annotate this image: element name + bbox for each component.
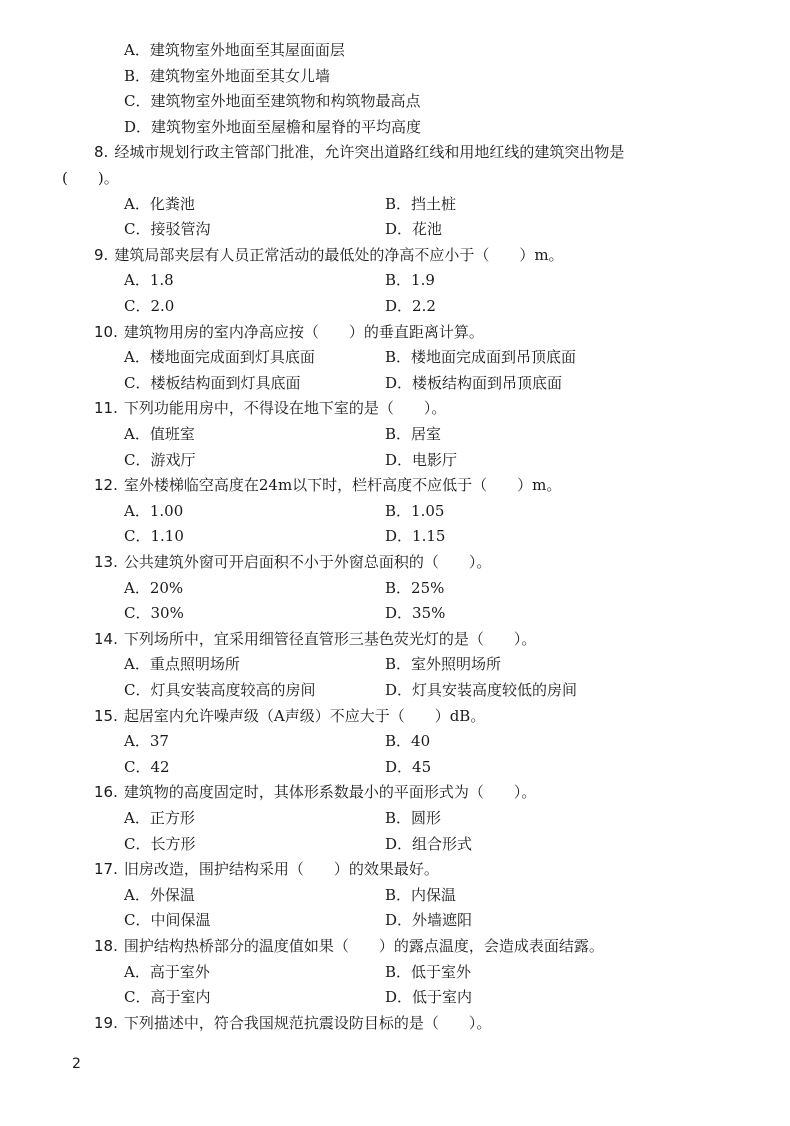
- option-text: C．长方形: [124, 834, 196, 853]
- question-line: [0, 934, 790, 959]
- question-number: 16.: [94, 783, 118, 802]
- question-text: 建筑物的高度固定时，其体形系数最小的平面形式为（ ）。: [123, 783, 537, 802]
- question-line: [0, 780, 790, 805]
- option-text: D．2.2: [385, 297, 436, 315]
- option-text: A．化粪池: [124, 194, 195, 213]
- option-text: B．40: [385, 732, 431, 751]
- question-text: 建筑物用房的室内净高应按（ ）的垂直距离计算。: [123, 322, 484, 341]
- option-text: B．居室: [385, 425, 442, 443]
- options-row: [0, 371, 790, 396]
- option-text: D．45: [385, 757, 432, 776]
- question-text: 建筑局部夹层有人员正常活动的最低处的净高不应小于（ ）m。: [114, 245, 564, 264]
- question-text: 下列功能用房中，不得设在地下室的是（ ）。: [123, 399, 447, 418]
- options-row: [0, 524, 790, 549]
- question-continuation-line: [0, 166, 790, 191]
- question: [94, 704, 485, 729]
- options-row: [0, 729, 790, 754]
- option-text: B．1.05: [385, 501, 445, 520]
- question-number: 15.: [94, 706, 118, 725]
- option-text: A．外保温: [124, 885, 195, 904]
- question: [94, 857, 439, 882]
- option-text: A．重点照明场所: [124, 655, 240, 674]
- option-text: B．挡土桩: [385, 194, 457, 213]
- options-row: [0, 38, 790, 63]
- options-row: [0, 755, 790, 780]
- question-line: [0, 857, 790, 882]
- options-row: [0, 832, 790, 857]
- option-text: D．35%: [385, 604, 446, 623]
- options-row: [0, 985, 790, 1010]
- option-text: D．低于室内: [385, 988, 473, 1007]
- option-text: B．1.9: [385, 271, 435, 290]
- option-text: B．圆形: [385, 809, 442, 827]
- question-number: 19.: [94, 1013, 118, 1032]
- option-text: D．电影厅: [385, 450, 458, 469]
- option-text: C．1.10: [124, 527, 184, 546]
- options-row: [0, 499, 790, 524]
- options-row: [0, 883, 790, 908]
- question-line: [0, 396, 790, 421]
- question: [94, 396, 446, 421]
- options-row: [0, 652, 790, 677]
- question-line: [0, 1011, 790, 1036]
- option-text: A．37: [124, 732, 169, 751]
- options-row: [0, 448, 790, 473]
- question: [94, 140, 624, 165]
- question-line: [0, 473, 790, 498]
- options-row: [0, 192, 790, 217]
- options-row: [0, 806, 790, 831]
- option-text: C．中间保温: [124, 911, 211, 930]
- option-text: A．正方形: [124, 809, 195, 827]
- question: [94, 934, 604, 959]
- question: [94, 550, 491, 575]
- option-text: C．接驳管沟: [124, 220, 211, 239]
- option-text: B．25%: [385, 578, 445, 597]
- options-row: [0, 601, 790, 626]
- option-text: D．花池: [385, 220, 443, 239]
- question-continuation: ( )。: [62, 169, 119, 187]
- question: [94, 473, 561, 498]
- option-text: A．楼地面完成面到灯具底面: [124, 348, 315, 367]
- option-text: C．2.0: [124, 297, 175, 315]
- option-text: C．楼板结构面到灯具底面: [124, 373, 301, 392]
- question-text: 旧房改造，围护结构采用（ ）的效果最好。: [123, 860, 439, 879]
- option-text: A．高于室外: [124, 962, 210, 981]
- option-text: B．建筑物室外地面至其女儿墙: [124, 66, 331, 85]
- question-line: [0, 550, 790, 575]
- options-row: [0, 64, 790, 89]
- option-text: B．内保温: [385, 885, 457, 904]
- option-text: A．建筑物室外地面至其屋面面层: [124, 41, 345, 59]
- option-text: D．组合形式: [385, 834, 473, 853]
- option-text: C．30%: [124, 604, 184, 623]
- question: [94, 780, 536, 805]
- options-row: [0, 294, 790, 319]
- question-number: 14.: [94, 629, 118, 648]
- options-row: [0, 678, 790, 703]
- option-text: A．1.8: [124, 271, 174, 290]
- options-row: [0, 89, 790, 114]
- question-number: 13.: [94, 553, 118, 571]
- question-number: 10.: [94, 322, 118, 341]
- question-line: [0, 243, 790, 268]
- question-line: [0, 627, 790, 652]
- option-text: D．外墙遮阳: [385, 911, 473, 930]
- option-text: C．高于室内: [124, 988, 211, 1007]
- option-text: D．建筑物室外地面至屋檐和屋脊的平均高度: [124, 117, 422, 136]
- question: [94, 1011, 491, 1036]
- options-row: [0, 115, 790, 140]
- question-text: 下列场所中，宜采用细管径直管形三基色荧光灯的是（ ）。: [123, 629, 537, 648]
- options-row: [0, 576, 790, 601]
- option-text: B．室外照明场所: [385, 655, 502, 674]
- option-text: B．低于室外: [385, 962, 472, 981]
- options-row: [0, 960, 790, 985]
- option-text: C．建筑物室外地面至建筑物和构筑物最高点: [124, 92, 421, 111]
- question-line: [0, 320, 790, 345]
- question: [94, 243, 564, 268]
- options-row: [0, 217, 790, 242]
- option-text: D．灯具安装高度较低的房间: [385, 681, 578, 699]
- question-text: 经城市规划行政主管部门批准，允许突出道路红线和用地红线的建筑突出物是: [114, 143, 625, 162]
- question-number: 17.: [94, 860, 118, 879]
- question-text: 室外楼梯临空高度在24m以下时，栏杆高度不应低于（ ）m。: [123, 476, 562, 495]
- question-text: 下列描述中，符合我国规范抗震设防目标的是（ ）。: [123, 1013, 492, 1032]
- question: [94, 627, 536, 652]
- option-text: C．42: [124, 757, 170, 776]
- option-text: D．1.15: [385, 527, 446, 546]
- question: [94, 320, 484, 345]
- option-text: A．1.00: [124, 501, 184, 520]
- question-text: 围护结构热桥部分的温度值如果（ ）的露点温度，会造成表面结露。: [123, 937, 604, 955]
- option-text: A．20%: [124, 578, 184, 597]
- option-text: B．楼地面完成面到吊顶底面: [385, 348, 577, 367]
- options-row: [0, 908, 790, 933]
- options-row: [0, 345, 790, 370]
- option-text: C．游戏厅: [124, 450, 196, 469]
- question-text: 起居室内允许噪声级（A声级）不应大于（ ）dB。: [123, 706, 486, 725]
- options-row: [0, 422, 790, 447]
- page-number: 2: [72, 1056, 81, 1072]
- question-number: 12.: [94, 476, 118, 495]
- question-number: 9.: [94, 245, 109, 264]
- question-number: 8.: [94, 143, 109, 162]
- options-row: [0, 268, 790, 293]
- option-text: A．值班室: [124, 425, 195, 443]
- question-line: [0, 704, 790, 729]
- question-line: [0, 140, 790, 165]
- option-text: D．楼板结构面到吊顶底面: [385, 373, 563, 392]
- question-text: 公共建筑外窗可开启面积不小于外窗总面积的（ ）。: [123, 553, 492, 571]
- question-number: 18.: [94, 937, 118, 955]
- question-number: 11.: [94, 399, 118, 418]
- option-text: C．灯具安装高度较高的房间: [124, 681, 316, 699]
